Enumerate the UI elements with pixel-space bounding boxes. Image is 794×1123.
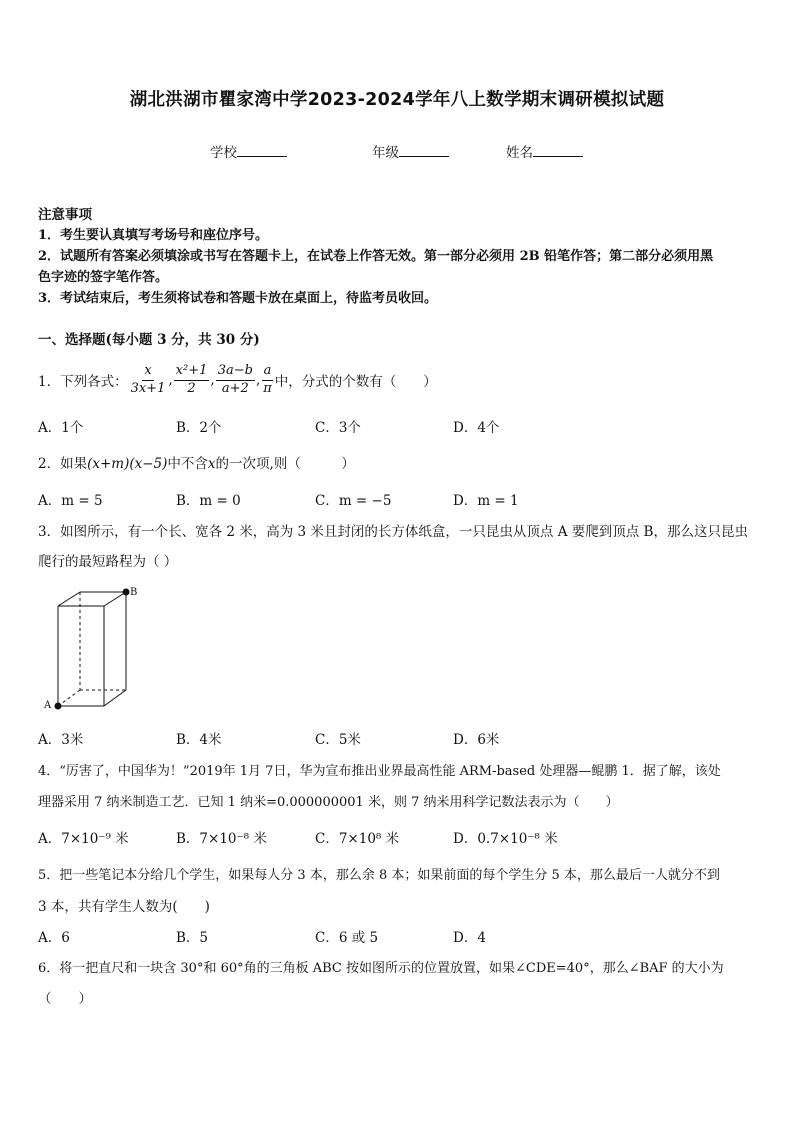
- q2-prefix: 2．如果: [38, 456, 88, 472]
- edge-top-right: [104, 592, 126, 606]
- q5-option-d[interactable]: D．4: [453, 930, 486, 946]
- q1-option-a[interactable]: A．1个: [38, 420, 84, 436]
- notice-item-2-cont: 色字迹的签字笔作答。: [38, 270, 169, 285]
- q2-suffix: 的一次项,则（ ）: [215, 456, 355, 472]
- edge-bottom-right: [104, 690, 126, 706]
- q2-option-b[interactable]: B．m = 0: [176, 493, 241, 509]
- notice-item-1: 1．考生要认真填写考场号和座位序号。: [38, 228, 269, 243]
- q4-option-b[interactable]: B．7×10⁻⁸ 米: [176, 831, 267, 847]
- q2-expression: (x+m)(x−5): [87, 456, 168, 472]
- school-field[interactable]: [210, 141, 287, 161]
- q4-option-a[interactable]: A．7×10⁻⁹ 米: [38, 831, 129, 847]
- grade-blank[interactable]: [399, 144, 449, 157]
- edge-hidden-diagonal: [58, 690, 80, 706]
- grade-field[interactable]: [372, 141, 449, 161]
- q1-option-b[interactable]: B．2个: [176, 420, 222, 436]
- grade-label: 年级: [372, 145, 399, 161]
- section-heading: 一、选择题(每小题 3 分，共 30 分): [38, 332, 260, 348]
- notice-heading: 注意事项: [38, 207, 92, 223]
- school-blank[interactable]: [237, 144, 287, 157]
- vertex-a-dot: [55, 703, 62, 710]
- q3-option-c[interactable]: C．5米: [315, 732, 361, 748]
- q2-mid: 中不含: [167, 456, 208, 472]
- fraction-4: $\frac{a}{\pi}$: [263, 363, 272, 396]
- q5-option-c[interactable]: C．6 或 5: [315, 930, 379, 946]
- q6-line-2: （ ）: [38, 991, 92, 1007]
- q5-option-a[interactable]: A．6: [38, 930, 70, 946]
- q4-option-d[interactable]: D．0.7×10⁻⁸ 米: [453, 831, 558, 847]
- q1-suffix: 中，分式的个数有（ ）: [274, 374, 437, 390]
- name-blank[interactable]: [533, 144, 583, 157]
- q4-option-c[interactable]: C．7×10⁸ 米: [315, 831, 400, 847]
- edge-top-left: [58, 592, 80, 606]
- school-label: 学校: [210, 145, 237, 161]
- q4-line-1: 4．“厉害了，中国华为！”2019年 1月 7日，华为宣布推出业界最高性能 ARM-based 处理器—鲲鹏 1．据了解，该处: [38, 764, 721, 779]
- q3-option-d[interactable]: D．6米: [453, 732, 500, 748]
- q6-line-1: 6．将一把直尺和一块含 30°和 60°角的三角板 ABC 按如图所示的位置放置，如果∠CDE=40°，那么∠BAF 的大小为: [38, 961, 724, 976]
- q5-line-1: 5．把一些笔记本分给几个学生，如果每人分 3 本，那么余 8 本；如果前面的每个学生分 5 本，那么最后一人就分不到: [38, 868, 720, 883]
- fraction-3: $\frac{3a-b}{a+2}$: [217, 363, 253, 396]
- notice-item-3: 3．考试结束后，考生须将试卷和答题卡放在桌面上，待监考员收回。: [38, 291, 438, 306]
- q3-option-b[interactable]: B．4米: [176, 732, 222, 748]
- q1-prefix: 1．下列各式：: [38, 374, 128, 390]
- q5-option-b[interactable]: B．5: [176, 930, 209, 946]
- q2-option-a[interactable]: A．m = 5: [38, 493, 103, 509]
- q2-option-d[interactable]: D．m = 1: [453, 493, 519, 509]
- fraction-1: $\frac{x}{3x+1}$: [130, 363, 166, 396]
- fraction-2: $\frac{\text{x²+1}}{2}$: [175, 363, 208, 396]
- q1-option-d[interactable]: D．4个: [453, 420, 500, 436]
- q1-option-c[interactable]: C．3个: [315, 420, 361, 436]
- cuboid-figure: [40, 582, 150, 717]
- q4-line-2: 理器采用 7 纳米制造工艺．已知 1 纳米=0.000000001 米，则 7 纳米用科学记数法表示为（ ）: [38, 795, 619, 810]
- q3-option-a[interactable]: A．3米: [38, 732, 84, 748]
- name-field[interactable]: [506, 141, 583, 161]
- page-title: 湖北洪湖市瞿家湾中学2023-2024学年八上数学期末调研模拟试题: [129, 90, 665, 110]
- notice-item-2: 2．试题所有答案必须填涂或书写在答题卡上，在试卷上作答无效。第一部分必须用 2B 铅笔作答；第二部分必须用黑: [38, 249, 714, 264]
- name-label: 姓名: [506, 145, 533, 161]
- q2-option-c[interactable]: C．m = −5: [315, 493, 392, 509]
- q3-line-1: 3．如图所示，有一个长、宽各 2 米，高为 3 米且封闭的长方体纸盒，一只昆虫从顶点 A 要爬到顶点 B，那么这只昆虫: [38, 524, 748, 540]
- vertex-a-label: A: [44, 700, 52, 711]
- q3-line-2: 爬行的最短路程为（ ）: [38, 554, 178, 570]
- vertex-b-label: B: [130, 587, 138, 598]
- vertex-b-dot: [123, 589, 130, 596]
- q5-line-2: 3 本，共有学生人数为( ): [38, 899, 210, 915]
- question-2: [38, 452, 355, 472]
- question-1: 1．下列各式： $\frac{x}{3x+1}$ , $\frac{\text{x²+1}}{2}$ , $\frac{3a-b}{a+2}$ , $\frac{a}{\pi}$ 中，分式的个数有（ ）: [38, 363, 437, 396]
- q2-variable: x: [207, 456, 216, 472]
